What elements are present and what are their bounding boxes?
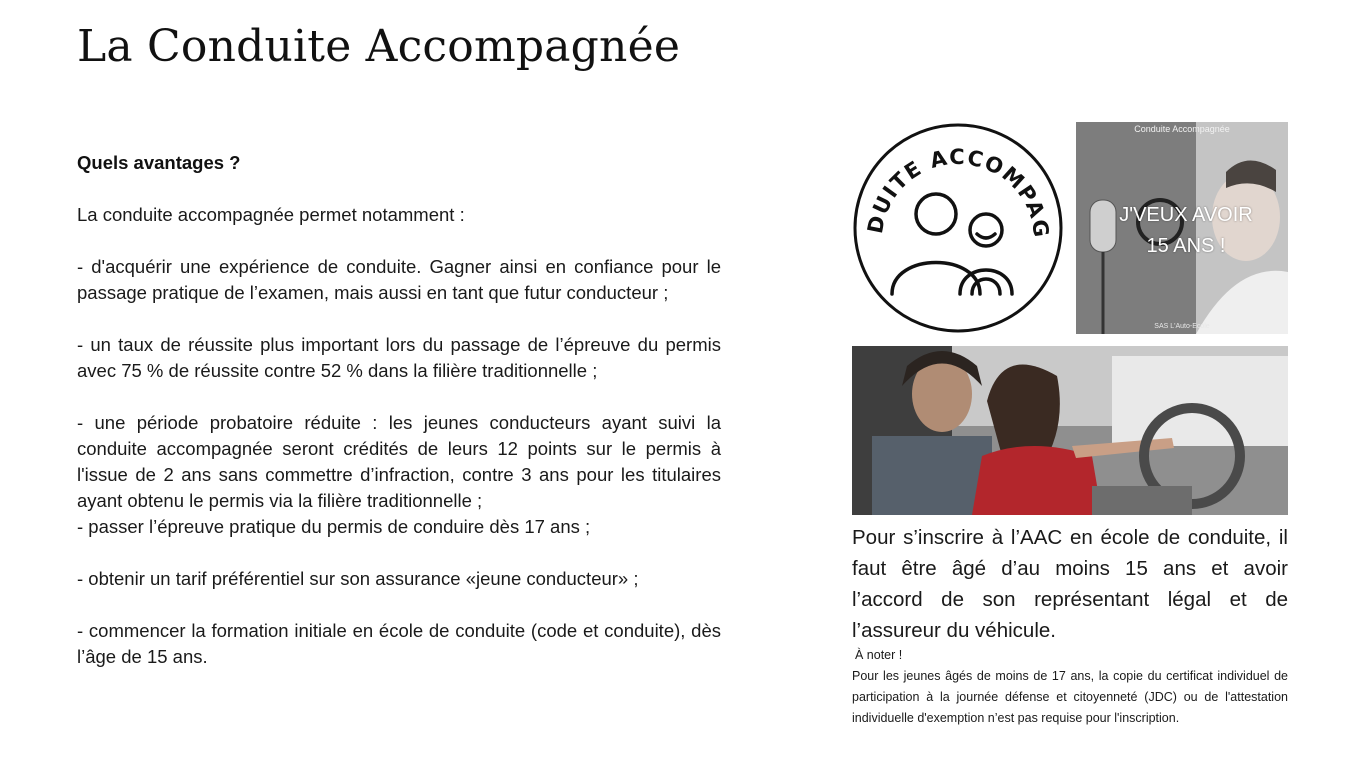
note-text: Pour les jeunes âgés de moins de 17 ans, la copie du certificat individuel de participation à la journée défense et citoyenneté (JDC) ou de l'attestation individuelle d'exemption n’est pas requise pour l'inscription. <box>852 669 1288 725</box>
advantage-item: - une période probatoire réduite : les jeunes conducteurs ayant suivi la conduite accompagnée seront crédités de leurs 12 points sur le permis à l'issue de 2 ans sans commettre d’infraction, contre 3 ans pour les titulaires ayant obtenu le permis via la filière traditionnelle ; <box>77 412 721 511</box>
advantage-item: - d'acquérir une expérience de conduite. Gagner ainsi en confiance pour le passage pratique de l’examen, mais aussi en tant que futur conducteur ; <box>77 256 721 303</box>
logo-text: DUITE ACCOMPAG <box>862 144 1054 240</box>
note-label: À noter ! <box>855 648 903 662</box>
poster-line-2: 15 ANS ! <box>1146 235 1226 257</box>
advantages-heading: Quels avantages ? <box>77 152 241 173</box>
advantages-intro: La conduite accompagnée permet notamment : <box>77 204 465 225</box>
driving-lesson-illustration <box>852 346 1288 515</box>
advantage-item: - commencer la formation initiale en école de conduite (code et conduite), dès l’âge de 15 ans. <box>77 620 721 667</box>
advantage-item: - passer l’épreuve pratique du permis de conduire dès 17 ans ; <box>77 516 591 537</box>
conduite-accompagnee-logo <box>852 122 1064 334</box>
poster-main-text <box>1096 200 1276 262</box>
poster-bottom-text: SAS L'Auto-Ecole <box>1154 323 1210 330</box>
poster-line-1: J'VEUX AVOIR <box>1119 204 1253 226</box>
registration-text: Pour s’inscrire à l’AAC en école de conduite, il faut être âgé d’au moins 15 ans et avoir l’accord de son représentant légal et de l’assureur du véhicule. <box>852 526 1288 642</box>
advantage-item: - obtenir un tarif préférentiel sur son assurance «jeune conducteur» ; <box>77 568 639 589</box>
advantage-item: - un taux de réussite plus important lors du passage de l’épreuve du permis avec 75 % de réussite contre 52 % dans la filière traditionnelle ; <box>77 334 721 381</box>
advantages-section <box>77 150 721 696</box>
page-title: La Conduite Accompagnée <box>77 21 681 72</box>
poster-image <box>1076 122 1288 334</box>
logo-svg <box>852 122 1064 334</box>
driving-lesson-photo <box>852 346 1288 515</box>
poster-top-text: Conduite Accompagnée <box>1134 124 1230 134</box>
